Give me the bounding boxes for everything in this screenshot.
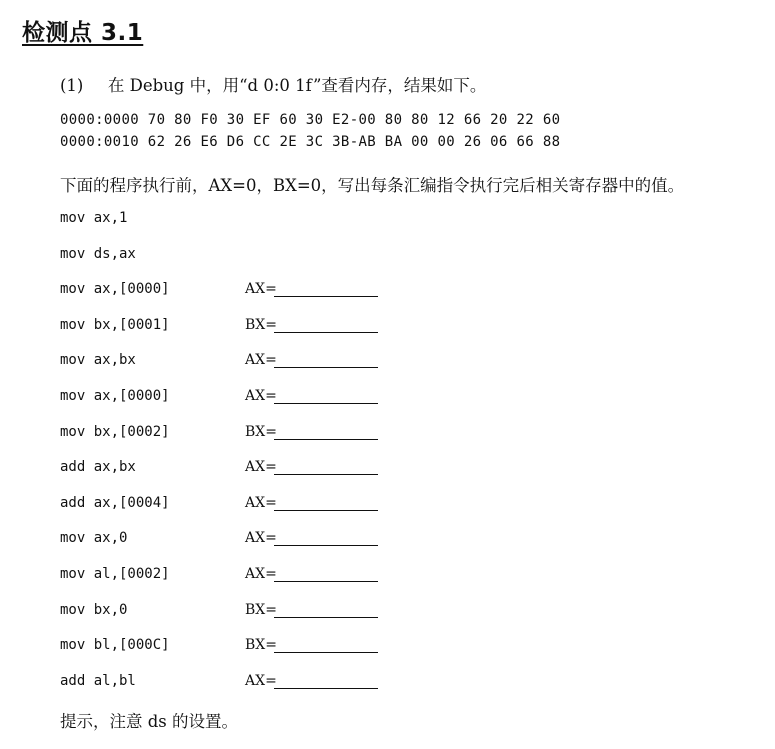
asm-instruction: mov bl,[000C] [60, 637, 170, 654]
asm-instruction: add ax,bx [60, 459, 136, 476]
asm-instruction: mov bx,[0001] [60, 316, 170, 333]
register-label: AX= [245, 566, 277, 582]
memory-dump-line-2: 0000:0010 62 26 E6 D6 CC 2E 3C 3B-AB BA 00 00 26 06 66 88 [60, 134, 561, 150]
program-row [60, 317, 390, 339]
memory-dump-line-1: 0000:0000 70 80 F0 30 EF 60 30 E2-00 80 80 12 66 20 22 60 [60, 112, 561, 128]
asm-instruction: mov ax,[0000] [60, 388, 170, 404]
program-row [60, 566, 390, 588]
asm-instruction: mov ax,0 [60, 530, 128, 547]
answer-blank[interactable] [274, 474, 378, 475]
program-row [60, 459, 390, 481]
question-line [60, 72, 486, 96]
hint-text: 提示，注意 ds 的设置。 [60, 712, 239, 731]
instruction-text: 下面的程序执行前，AX=0，BX=0，写出每条汇编指令执行完后相关寄存器中的值。 [60, 176, 685, 195]
register-label: AX= [245, 672, 277, 689]
answer-blank[interactable] [274, 617, 378, 618]
question-text: 在 Debug 中，用“d 0:0 1f”查看内存，结果如下。 [107, 76, 487, 95]
register-label: AX= [245, 494, 277, 511]
asm-instruction: mov ax,[0000] [60, 281, 170, 298]
program-row [60, 281, 390, 303]
register-label: AX= [245, 352, 277, 369]
program-row [60, 673, 390, 695]
answer-blank[interactable] [274, 367, 378, 368]
program-row [60, 388, 390, 410]
asm-instruction: mov ax,1 [60, 210, 128, 226]
register-label: AX= [245, 281, 277, 298]
register-label: AX= [245, 388, 277, 404]
asm-instruction: add al,bl [60, 672, 136, 689]
answer-blank[interactable] [274, 581, 378, 582]
register-label: BX= [245, 316, 277, 333]
program-row [60, 210, 390, 232]
program-row [60, 352, 390, 374]
register-label: BX= [245, 601, 277, 618]
answer-blank[interactable] [274, 403, 378, 404]
register-label: BX= [245, 637, 277, 654]
asm-instruction: mov al,[0002] [60, 566, 170, 582]
answer-blank[interactable] [274, 296, 378, 297]
asm-instruction: mov ax,bx [60, 352, 136, 369]
answer-blank[interactable] [274, 439, 378, 440]
program-row [60, 424, 390, 446]
asm-instruction: mov bx,[0002] [60, 423, 170, 440]
program-row [60, 495, 390, 517]
program-row [60, 637, 390, 659]
register-label: AX= [245, 530, 277, 547]
program-row [60, 602, 390, 624]
question-number: (1) [60, 76, 84, 95]
answer-blank[interactable] [274, 510, 378, 511]
page-title: 检测点 3.1 [22, 20, 144, 46]
register-label: BX= [245, 423, 277, 440]
asm-instruction: add ax,[0004] [60, 494, 170, 511]
asm-instruction: mov ds,ax [60, 245, 136, 262]
program-row [60, 530, 390, 552]
program-row [60, 246, 390, 268]
answer-blank[interactable] [274, 652, 378, 653]
answer-blank[interactable] [274, 545, 378, 546]
answer-blank[interactable] [274, 332, 378, 333]
asm-instruction: mov bx,0 [60, 601, 128, 618]
register-label: AX= [245, 459, 277, 476]
answer-blank[interactable] [274, 688, 378, 689]
